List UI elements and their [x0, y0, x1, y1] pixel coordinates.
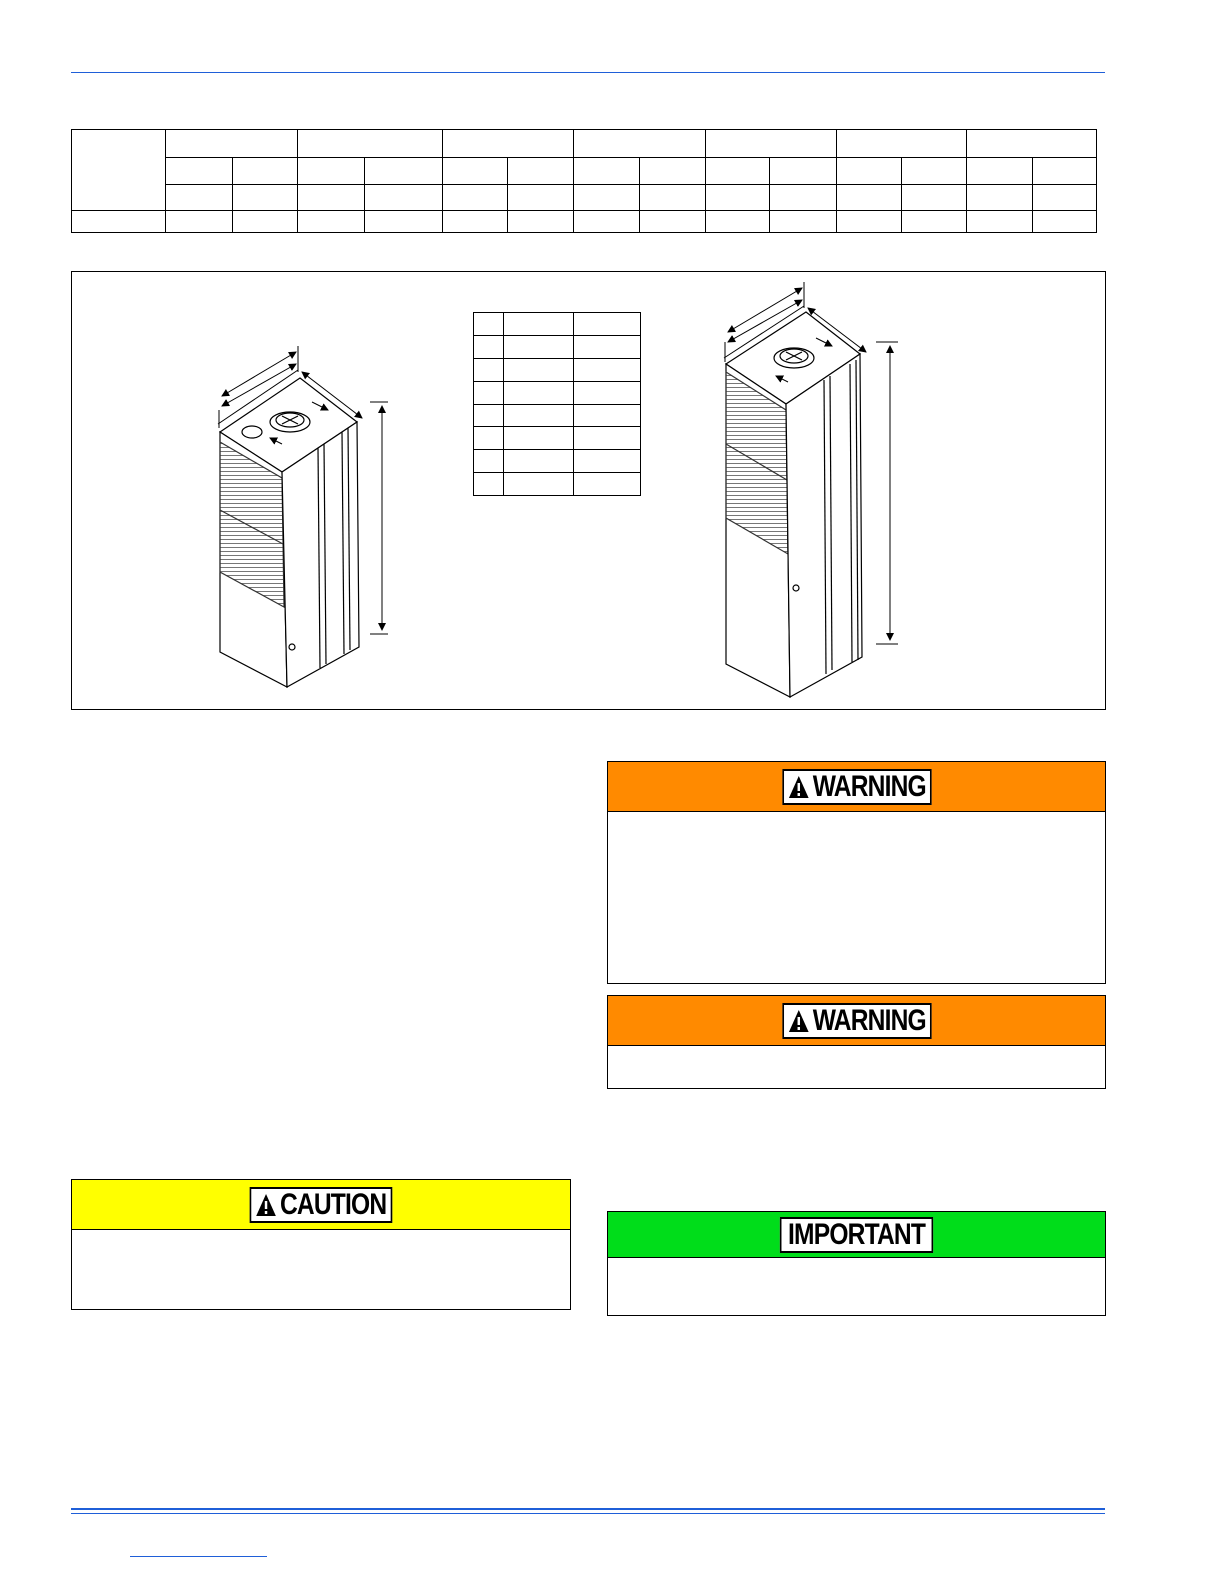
dim-cell	[474, 450, 504, 473]
spec-value-cell	[508, 211, 574, 233]
dim-cell	[474, 404, 504, 427]
dim-cell	[504, 335, 574, 358]
spec-group-header	[706, 130, 837, 158]
caution-label	[250, 1187, 392, 1223]
dim-cell	[504, 381, 574, 404]
warning-header-bar	[608, 762, 1105, 812]
dim-cell	[574, 358, 641, 381]
dim-cell	[474, 473, 504, 496]
footer-rule	[71, 1508, 1105, 1510]
dim-cell	[574, 381, 641, 404]
spec-subheader-cell	[837, 158, 902, 185]
spec-unit-cell	[298, 185, 365, 211]
spec-subheader-cell	[365, 158, 443, 185]
spec-value-cell	[1033, 211, 1097, 233]
spec-unit-cell	[770, 185, 837, 211]
dim-cell	[574, 404, 641, 427]
spec-unit-cell	[365, 185, 443, 211]
spec-unit-cell	[574, 185, 640, 211]
footer-rule-thin	[71, 1513, 1105, 1514]
spec-value-cell	[298, 211, 365, 233]
spec-subheader-cell	[508, 158, 574, 185]
spec-unit-cell	[902, 185, 967, 211]
spec-subheader-cell	[1033, 158, 1097, 185]
warning-triangle-icon	[788, 1009, 809, 1033]
spec-subheader-cell	[298, 158, 365, 185]
dim-cell	[504, 404, 574, 427]
important-label	[780, 1217, 933, 1253]
spec-subheader-cell	[233, 158, 298, 185]
spec-group-header	[166, 130, 298, 158]
dim-cell	[474, 335, 504, 358]
spec-value-cell	[706, 211, 770, 233]
spec-subheader-cell	[967, 158, 1033, 185]
spec-unit-cell	[640, 185, 706, 211]
dim-cell	[574, 450, 641, 473]
spec-unit-cell	[1033, 185, 1097, 211]
dim-cell	[574, 313, 641, 336]
warning-label	[782, 769, 931, 805]
spec-group-header	[443, 130, 574, 158]
warning-body-text	[608, 812, 1105, 828]
warning-header-bar	[608, 996, 1105, 1046]
dim-cell	[504, 450, 574, 473]
dim-cell	[574, 427, 641, 450]
dim-cell	[474, 427, 504, 450]
spec-value-cell	[770, 211, 837, 233]
spec-subheader-cell	[770, 158, 837, 185]
caution-triangle-icon	[256, 1193, 277, 1217]
spec-unit-cell	[706, 185, 770, 211]
spec-value-cell	[902, 211, 967, 233]
large-cabinet-drawing	[724, 282, 898, 697]
warning-body-text	[608, 1046, 1105, 1062]
spec-row-label	[72, 211, 166, 233]
spec-group-header	[298, 130, 443, 158]
spec-value-cell	[166, 211, 233, 233]
warning-label	[782, 1003, 931, 1039]
important-header-bar	[608, 1212, 1105, 1258]
spec-group-header	[967, 130, 1097, 158]
warning-notice-2	[607, 995, 1106, 1089]
spec-value-cell	[967, 211, 1033, 233]
caution-notice	[71, 1179, 571, 1310]
spec-group-header	[837, 130, 967, 158]
dim-cell	[574, 473, 641, 496]
spec-corner-cell	[72, 130, 166, 211]
warning-triangle-icon	[788, 775, 809, 799]
spec-value-cell	[837, 211, 902, 233]
spec-value-cell	[233, 211, 298, 233]
spec-group-header	[574, 130, 706, 158]
spec-table	[71, 129, 1097, 233]
caution-body-text	[72, 1230, 570, 1246]
dim-cell	[474, 381, 504, 404]
footer-link-underline	[130, 1556, 267, 1557]
header-rule	[71, 72, 1105, 73]
spec-unit-cell	[233, 185, 298, 211]
caution-header-bar	[72, 1180, 570, 1230]
spec-subheader-cell	[443, 158, 508, 185]
spec-unit-cell	[837, 185, 902, 211]
spec-unit-cell	[166, 185, 233, 211]
dim-cell	[474, 313, 504, 336]
spec-subheader-cell	[902, 158, 967, 185]
dim-cell	[504, 427, 574, 450]
warning-label-text: WARNING	[812, 769, 926, 803]
dimension-table	[473, 312, 641, 496]
spec-value-cell	[365, 211, 443, 233]
dim-cell	[504, 358, 574, 381]
spec-unit-cell	[508, 185, 574, 211]
warning-notice-1	[607, 761, 1106, 984]
dim-cell	[504, 473, 574, 496]
spec-value-cell	[574, 211, 640, 233]
spec-value-cell	[443, 211, 508, 233]
spec-unit-cell	[443, 185, 508, 211]
spec-subheader-cell	[706, 158, 770, 185]
dim-cell	[474, 358, 504, 381]
warning-label-text: WARNING	[812, 1003, 926, 1037]
important-label-text: IMPORTANT	[787, 1217, 926, 1251]
spec-subheader-cell	[640, 158, 706, 185]
spec-subheader-cell	[574, 158, 640, 185]
important-body-text	[608, 1258, 1105, 1274]
dimensions-figure	[71, 271, 1106, 710]
small-cabinet-drawing	[218, 346, 388, 687]
caution-label-text: CAUTION	[280, 1187, 387, 1221]
dim-cell	[504, 313, 574, 336]
spec-value-cell	[640, 211, 706, 233]
spec-unit-cell	[967, 185, 1033, 211]
spec-subheader-cell	[166, 158, 233, 185]
dim-cell	[574, 335, 641, 358]
important-notice	[607, 1211, 1106, 1316]
